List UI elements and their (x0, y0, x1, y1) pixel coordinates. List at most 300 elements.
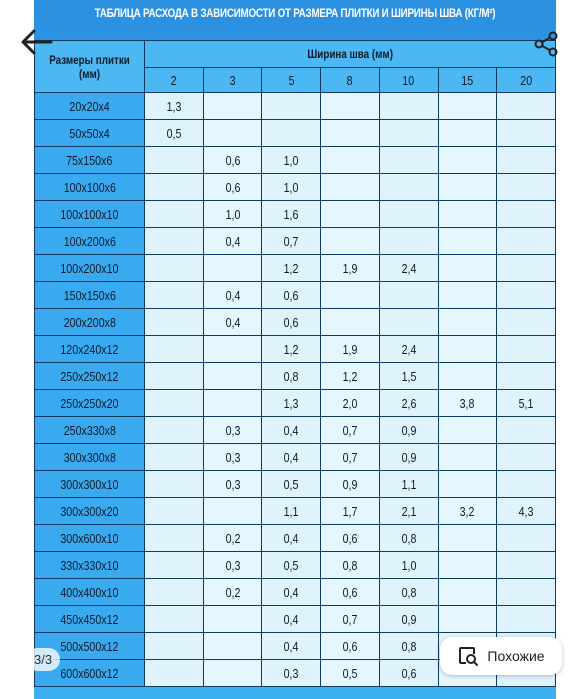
consumption-value: 1,0 (225, 206, 240, 222)
consumption-cell (321, 93, 380, 120)
consumption-cell (497, 390, 556, 417)
width-column-label: 15 (461, 72, 474, 88)
consumption-cell (262, 525, 321, 552)
tile-size-label: 200x200x8 (63, 314, 116, 330)
tile-size-cell (35, 120, 145, 147)
tile-size-label: 100x100x6 (63, 179, 116, 195)
consumption-cell (379, 606, 438, 633)
consumption-cell (438, 363, 497, 390)
consumption-cell (145, 282, 204, 309)
tile-size-cell (35, 525, 145, 552)
consumption-cell (497, 147, 556, 174)
consumption-cell (203, 309, 262, 336)
page-counter: 3/3 (26, 648, 60, 671)
consumption-cell (379, 201, 438, 228)
consumption-cell (497, 336, 556, 363)
consumption-value: 1,3 (166, 98, 182, 114)
table-row (35, 93, 556, 120)
table-row (35, 174, 556, 201)
consumption-cell (321, 579, 380, 606)
consumption-cell (145, 525, 204, 552)
consumption-value: 1,0 (283, 152, 299, 168)
consumption-cell (379, 660, 438, 687)
tile-size-label: 400x400x10 (60, 584, 119, 600)
consumption-cell (203, 120, 262, 147)
consumption-cell (262, 255, 321, 282)
consumption-cell (203, 498, 262, 525)
consumption-cell (379, 498, 438, 525)
consumption-cell (145, 444, 204, 471)
tile-size-cell (35, 579, 145, 606)
consumption-value: 0,3 (283, 665, 299, 681)
consumption-cell (438, 525, 497, 552)
tile-size-cell (35, 606, 145, 633)
consumption-value: 1,1 (401, 476, 417, 492)
consumption-value: 0,9 (401, 611, 417, 627)
consumption-value: 0,8 (401, 638, 417, 654)
consumption-cell (145, 417, 204, 444)
table-row (35, 147, 556, 174)
tile-size-label: 600x600x12 (60, 665, 119, 681)
consumption-value: 5,1 (518, 395, 534, 411)
consumption-value: 0,5 (283, 476, 299, 492)
consumption-cell (321, 255, 380, 282)
consumption-cell (438, 606, 497, 633)
table-body (35, 93, 556, 687)
consumption-cell (497, 120, 556, 147)
table-row (35, 309, 556, 336)
consumption-cell (497, 606, 556, 633)
tile-size-cell (35, 93, 145, 120)
consumption-cell (379, 552, 438, 579)
consumption-value: 0,8 (342, 557, 358, 573)
consumption-cell (321, 525, 380, 552)
consumption-cell (497, 93, 556, 120)
table-row (35, 390, 556, 417)
consumption-cell (438, 120, 497, 147)
consumption-value: 0,6 (342, 530, 358, 546)
tile-size-label: 250x250x12 (60, 368, 119, 384)
consumption-cell (145, 633, 204, 660)
consumption-cell (145, 255, 204, 282)
consumption-cell (379, 255, 438, 282)
back-button[interactable] (14, 20, 58, 64)
consumption-cell (203, 660, 262, 687)
consumption-cell (262, 444, 321, 471)
consumption-cell (438, 552, 497, 579)
consumption-cell (438, 147, 497, 174)
consumption-cell (379, 282, 438, 309)
consumption-cell (379, 633, 438, 660)
tile-size-cell (35, 417, 145, 444)
consumption-value: 0,5 (166, 125, 182, 141)
consumption-cell (262, 606, 321, 633)
tile-size-cell (35, 336, 145, 363)
width-header-label: Ширина шва (мм) (307, 47, 393, 61)
consumption-cell (497, 228, 556, 255)
consumption-cell (262, 417, 321, 444)
consumption-value: 1,5 (401, 368, 417, 384)
consumption-cell (203, 228, 262, 255)
consumption-cell (321, 390, 380, 417)
consumption-value: 0,3 (225, 476, 240, 492)
tile-size-label: 300x300x10 (60, 476, 119, 492)
consumption-cell (497, 174, 556, 201)
consumption-cell (497, 579, 556, 606)
consumption-cell (438, 390, 497, 417)
consumption-cell (203, 390, 262, 417)
consumption-cell (321, 309, 380, 336)
consumption-cell (497, 255, 556, 282)
table-row (35, 336, 556, 363)
consumption-cell (379, 471, 438, 498)
consumption-value: 2,1 (401, 503, 417, 519)
consumption-cell (203, 336, 262, 363)
consumption-cell (145, 93, 204, 120)
table-title: ТАБЛИЦА РАСХОДА В ЗАВИСИМОСТИ ОТ РАЗМЕРА ПЛИТКИ И ШИРИНЫ ШВА (КГ/М²) (94, 6, 496, 20)
consumption-value: 0,4 (225, 314, 240, 330)
consumption-cell (145, 336, 204, 363)
consumption-cell (321, 606, 380, 633)
tile-size-cell (35, 363, 145, 390)
tile-size-label: 300x300x8 (63, 449, 116, 465)
tile-size-label: 500x500x12 (60, 638, 119, 654)
consumption-cell (379, 417, 438, 444)
consumption-cell (321, 201, 380, 228)
consumption-cell (497, 471, 556, 498)
consumption-cell (379, 444, 438, 471)
consumption-value: 0,3 (225, 449, 240, 465)
consumption-cell (262, 390, 321, 417)
tile-size-cell (35, 228, 145, 255)
table-row (35, 498, 556, 525)
tile-size-label: 50x50x4 (69, 125, 110, 141)
width-column-label: 5 (288, 72, 295, 88)
tile-size-cell (35, 174, 145, 201)
consumption-value: 0,3 (225, 557, 240, 573)
consumption-cell (203, 174, 262, 201)
consumption-cell (262, 633, 321, 660)
width-column-5 (262, 68, 321, 93)
consumption-cell (262, 147, 321, 174)
consumption-cell (321, 120, 380, 147)
consumption-value: 2,0 (342, 395, 358, 411)
consumption-cell (497, 309, 556, 336)
consumption-value: 0,6 (283, 287, 299, 303)
consumption-cell (203, 93, 262, 120)
consumption-value: 0,6 (225, 179, 240, 195)
consumption-value: 1,2 (283, 341, 299, 357)
consumption-cell (379, 336, 438, 363)
width-column-label: 20 (520, 72, 533, 88)
consumption-cell (145, 201, 204, 228)
consumption-cell (497, 552, 556, 579)
consumption-value: 1,2 (342, 368, 358, 384)
table-image[interactable] (34, 0, 556, 699)
consumption-value: 2,4 (401, 341, 417, 357)
consumption-table (34, 40, 556, 687)
consumption-value: 0,4 (283, 638, 299, 654)
consumption-cell (497, 498, 556, 525)
consumption-value: 0,5 (342, 665, 358, 681)
consumption-cell (203, 147, 262, 174)
size-header-label: Размеры плитки (мм) (49, 52, 130, 81)
consumption-cell (438, 255, 497, 282)
consumption-value: 0,4 (283, 611, 299, 627)
consumption-cell (203, 579, 262, 606)
consumption-cell (262, 660, 321, 687)
consumption-value: 0,4 (283, 530, 299, 546)
consumption-cell (438, 93, 497, 120)
width-column-15 (438, 68, 497, 93)
table-row (35, 579, 556, 606)
consumption-cell (145, 120, 204, 147)
consumption-value: 2,4 (401, 260, 417, 276)
consumption-value: 0,7 (283, 233, 299, 249)
consumption-cell (262, 282, 321, 309)
tile-size-cell (35, 390, 145, 417)
consumption-value: 1,3 (283, 395, 299, 411)
width-column-label: 3 (229, 72, 236, 88)
width-column-20 (497, 68, 556, 93)
consumption-cell (497, 444, 556, 471)
width-column-3 (203, 68, 262, 93)
consumption-value: 0,9 (401, 449, 417, 465)
consumption-cell (438, 471, 497, 498)
consumption-value: 0,7 (342, 449, 358, 465)
table-row (35, 444, 556, 471)
consumption-value: 0,9 (401, 422, 417, 438)
consumption-value: 4,3 (518, 503, 534, 519)
consumption-value: 0,6 (342, 638, 358, 654)
tile-size-label: 100x200x10 (60, 260, 119, 276)
consumption-value: 0,6 (283, 314, 299, 330)
consumption-value: 0,7 (342, 422, 358, 438)
consumption-cell (145, 309, 204, 336)
consumption-cell (145, 174, 204, 201)
consumption-value: 0,4 (283, 584, 299, 600)
width-column-label: 10 (402, 72, 415, 88)
consumption-cell (438, 309, 497, 336)
consumption-cell (379, 228, 438, 255)
consumption-cell (262, 471, 321, 498)
tile-size-cell (35, 498, 145, 525)
tile-size-cell (35, 552, 145, 579)
consumption-cell (262, 201, 321, 228)
tile-size-label: 20x20x4 (69, 98, 110, 114)
consumption-cell (203, 633, 262, 660)
table-row (35, 120, 556, 147)
tile-size-label: 300x300x20 (60, 503, 119, 519)
consumption-cell (497, 363, 556, 390)
consumption-cell (321, 174, 380, 201)
width-column-header (145, 41, 556, 68)
consumption-cell (438, 228, 497, 255)
consumption-cell (321, 471, 380, 498)
consumption-value: 0,6 (401, 665, 417, 681)
consumption-cell (379, 390, 438, 417)
consumption-cell (379, 93, 438, 120)
consumption-cell (262, 336, 321, 363)
table-row (35, 282, 556, 309)
consumption-cell (262, 579, 321, 606)
table-row (35, 255, 556, 282)
table-row (35, 417, 556, 444)
consumption-cell (321, 147, 380, 174)
tile-size-label: 150x150x6 (63, 287, 116, 303)
consumption-cell (203, 444, 262, 471)
similar-label: Похожие (487, 648, 545, 664)
consumption-cell (379, 363, 438, 390)
image-search-icon (457, 645, 479, 667)
consumption-value: 1,9 (342, 341, 358, 357)
tile-size-cell (35, 147, 145, 174)
consumption-cell (438, 174, 497, 201)
share-button[interactable] (526, 24, 566, 64)
consumption-cell (379, 120, 438, 147)
consumption-cell (497, 525, 556, 552)
consumption-value: 0,4 (283, 449, 299, 465)
consumption-cell (321, 228, 380, 255)
tile-size-cell (35, 201, 145, 228)
consumption-value: 0,4 (225, 233, 240, 249)
consumption-cell (203, 525, 262, 552)
consumption-cell (321, 282, 380, 309)
consumption-value: 1,7 (342, 503, 358, 519)
consumption-cell (145, 390, 204, 417)
similar-images-button[interactable] (440, 637, 562, 675)
consumption-cell (262, 552, 321, 579)
consumption-cell (145, 471, 204, 498)
consumption-value: 1,0 (283, 179, 299, 195)
width-column-label: 2 (170, 72, 177, 88)
tile-size-label: 120x240x12 (60, 341, 119, 357)
consumption-cell (262, 309, 321, 336)
consumption-value: 0,5 (283, 557, 299, 573)
tile-size-label: 450x450x12 (60, 611, 119, 627)
consumption-cell (438, 579, 497, 606)
consumption-cell (497, 201, 556, 228)
consumption-value: 1,9 (342, 260, 358, 276)
consumption-cell (438, 498, 497, 525)
consumption-cell (321, 633, 380, 660)
consumption-cell (321, 417, 380, 444)
consumption-value: 1,2 (283, 260, 299, 276)
consumption-cell (145, 228, 204, 255)
consumption-cell (262, 228, 321, 255)
consumption-cell (379, 147, 438, 174)
consumption-cell (379, 579, 438, 606)
consumption-value: 0,7 (342, 611, 358, 627)
consumption-cell (321, 363, 380, 390)
table-row (35, 552, 556, 579)
consumption-cell (321, 444, 380, 471)
consumption-cell (321, 336, 380, 363)
consumption-cell (262, 498, 321, 525)
tile-size-cell (35, 471, 145, 498)
consumption-cell (203, 282, 262, 309)
consumption-cell (379, 309, 438, 336)
tile-size-label: 250x250x20 (60, 395, 119, 411)
consumption-cell (321, 552, 380, 579)
consumption-cell (262, 93, 321, 120)
table-row (35, 228, 556, 255)
consumption-cell (497, 282, 556, 309)
tile-size-cell (35, 444, 145, 471)
consumption-value: 0,2 (225, 584, 240, 600)
width-column-8 (321, 68, 380, 93)
consumption-cell (379, 525, 438, 552)
consumption-value: 0,8 (401, 530, 417, 546)
consumption-cell (438, 444, 497, 471)
tile-size-cell (35, 309, 145, 336)
consumption-cell (321, 498, 380, 525)
tile-size-cell (35, 282, 145, 309)
consumption-cell (379, 174, 438, 201)
table-row (35, 201, 556, 228)
consumption-cell (262, 120, 321, 147)
share-icon (533, 31, 559, 57)
table-row (35, 606, 556, 633)
consumption-cell (203, 552, 262, 579)
consumption-value: 3,8 (459, 395, 475, 411)
table-row (35, 525, 556, 552)
tile-size-label: 75x150x6 (66, 152, 113, 168)
consumption-value: 0,3 (225, 422, 240, 438)
consumption-value: 1,6 (283, 206, 299, 222)
consumption-cell (203, 417, 262, 444)
consumption-value: 0,8 (283, 368, 299, 384)
tile-size-label: 300x600x10 (60, 530, 119, 546)
consumption-cell (203, 363, 262, 390)
consumption-cell (262, 174, 321, 201)
consumption-cell (145, 660, 204, 687)
tile-size-label: 330x330x10 (60, 557, 119, 573)
consumption-value: 0,6 (225, 152, 240, 168)
consumption-cell (145, 579, 204, 606)
arrow-left-icon (19, 27, 53, 57)
consumption-cell (145, 147, 204, 174)
tile-size-label: 250x330x8 (63, 422, 116, 438)
consumption-cell (203, 201, 262, 228)
table-row (35, 471, 556, 498)
width-column-10 (379, 68, 438, 93)
consumption-value: 0,8 (401, 584, 417, 600)
tile-size-cell (35, 255, 145, 282)
width-column-2 (145, 68, 204, 93)
width-column-label: 8 (346, 72, 353, 88)
table-row (35, 363, 556, 390)
consumption-value: 1,0 (401, 557, 417, 573)
consumption-cell (203, 471, 262, 498)
consumption-cell (203, 255, 262, 282)
consumption-value: 2,6 (401, 395, 417, 411)
consumption-value: 0,4 (225, 287, 240, 303)
consumption-cell (438, 201, 497, 228)
consumption-value: 3,2 (459, 503, 475, 519)
consumption-value: 0,2 (225, 530, 240, 546)
consumption-cell (321, 660, 380, 687)
consumption-cell (203, 606, 262, 633)
consumption-cell (438, 336, 497, 363)
consumption-cell (145, 552, 204, 579)
consumption-cell (438, 417, 497, 444)
consumption-cell (145, 363, 204, 390)
tile-size-label: 100x100x10 (60, 206, 119, 222)
consumption-cell (438, 282, 497, 309)
consumption-value: 0,9 (342, 476, 358, 492)
consumption-cell (262, 363, 321, 390)
